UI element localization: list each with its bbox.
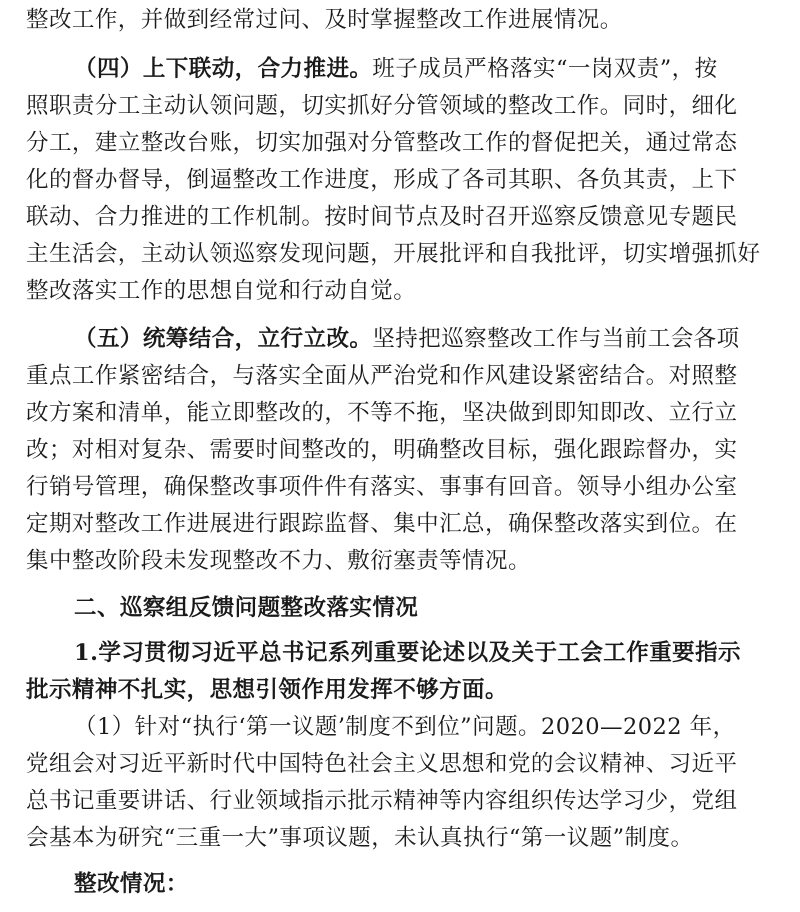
paragraph-5-line: 改方案和清单，能立即整改的，不等不拖，坚决做到即知即改、立行立 — [26, 400, 738, 426]
section-heading: 二、巡察组反馈问题整改落实情况 — [74, 595, 419, 621]
paragraph-5-text: 坚持把巡察整改工作与当前工会各项 — [372, 326, 740, 352]
paragraph-4-line: 联动、合力推进的工作机制。按时间节点及时召开巡察反馈意见专题民 — [26, 204, 738, 230]
paragraph-5-line: 行销号管理，确保整改事项件件有落实、事事有回音。领导小组办公室 — [26, 474, 738, 500]
sub-item-1-line: 党组会对习近平新时代中国特色社会主义思想和党的会议精神、习近平 — [26, 751, 738, 777]
paragraph-4-line: 整改落实工作的思想自觉和行动自觉。 — [26, 278, 417, 304]
item-1-line: 批示精神不扎实，思想引领作用发挥不够方面。 — [26, 677, 508, 703]
paragraph-5-line: 定期对整改工作进展进行跟踪监督、集中汇总，确保整改落实到位。在 — [26, 511, 738, 537]
item-1-line: 1.学习贯彻习近平总书记系列重要论述以及关于工会工作重要指示 — [74, 640, 741, 666]
sub-item-1-line: （1）针对“执行‘第一议题’制度不到位”问题。2020—2022 年， — [74, 714, 736, 740]
paragraph-4-heading: （四）上下联动，合力推进。 — [74, 56, 373, 82]
paragraph-4-line — [74, 53, 800, 85]
paragraph-5-line: 改；对相对复杂、需要时间整改的，明确整改目标，强化跟踪督办，实 — [26, 437, 738, 463]
paragraph-5-line: 重点工作紧密结合，与落实全面从严治党和作风建设紧密结合。对照整 — [26, 363, 738, 389]
sub-item-1-line: 会基本为研究“三重一大”事项议题，未认真执行“第一议题”制度。 — [26, 825, 694, 851]
paragraph-4-line: 主生活会，主动认领巡察发现问题，开展批评和自我批评，切实增强抓好 — [26, 241, 761, 267]
rectification-heading: 整改情况： — [74, 871, 189, 897]
paragraph-5-line: 集中整改阶段未发现整改不力、敷衍塞责等情况。 — [26, 548, 531, 574]
paragraph-4-line: 化的督办督导，倒逼整改工作进度，形成了各司其职、各负其责，上下 — [26, 167, 738, 193]
paragraph-4-line: 照职责分工主动认领问题，切实抓好分管领域的整改工作。同时，细化 — [26, 93, 738, 119]
paragraph-5-line — [74, 323, 800, 355]
paragraph-4-text: 班子成员严格落实“一岗双责”，按 — [372, 56, 718, 82]
paragraph-line: 整改工作，并做到经常过问、及时掌握整改工作进展情况。 — [26, 7, 623, 33]
paragraph-4-line: 分工，建立整改台账，切实加强对分管整改工作的督促把关，通过常态 — [26, 130, 738, 156]
paragraph-5-heading: （五）统筹结合，立行立改。 — [74, 326, 373, 352]
sub-item-1-line: 总书记重要讲话、行业领域指示批示精神等内容组织传达学习少，党组 — [26, 788, 738, 814]
